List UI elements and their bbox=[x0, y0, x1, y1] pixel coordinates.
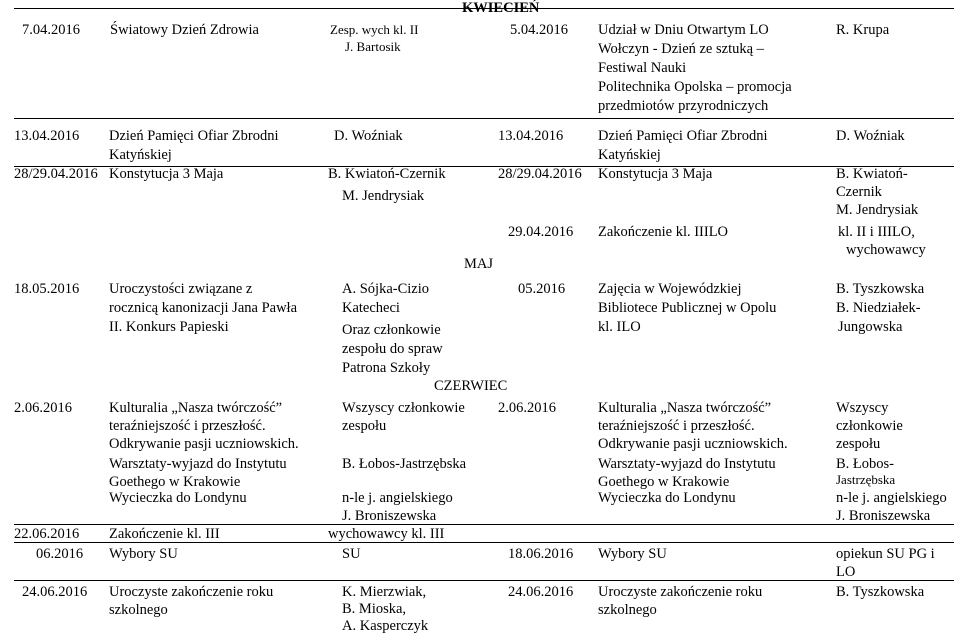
responsible: Wszyscy bbox=[836, 400, 889, 416]
event: Warsztaty-wyjazd do Instytutu bbox=[109, 456, 287, 472]
event: Wybory SU bbox=[598, 546, 667, 562]
event: Zakończenie kl. III bbox=[109, 526, 220, 542]
event: Światowy Dzień Zdrowia bbox=[110, 22, 259, 38]
responsible: M. Jendrysiak bbox=[836, 202, 919, 218]
date: 24.06.2016 bbox=[22, 584, 88, 600]
responsible: zespołu do spraw bbox=[342, 341, 443, 357]
responsible: B. Łobos-Jastrzębska bbox=[342, 456, 467, 472]
event: Uroczyste zakończenie roku bbox=[598, 584, 763, 600]
event: Udział w Dniu Otwartym LO bbox=[598, 22, 769, 38]
event: Katyńskiej bbox=[598, 147, 661, 163]
rule-row-bottom bbox=[14, 580, 954, 581]
date: 24.06.2016 bbox=[508, 584, 574, 600]
event: Warsztaty-wyjazd do Instytutu bbox=[598, 456, 776, 472]
date: 5.04.2016 bbox=[510, 22, 568, 38]
event: Katyńskiej bbox=[109, 147, 172, 163]
event: Wybory SU bbox=[109, 546, 178, 562]
event: Uroczyste zakończenie roku bbox=[109, 584, 274, 600]
event: II. Konkurs Papieski bbox=[109, 319, 229, 335]
responsible: M. Jendrysiak bbox=[342, 188, 425, 204]
responsible: Oraz członkowie bbox=[342, 322, 441, 338]
month-heading-may: MAJ bbox=[464, 256, 494, 272]
responsible: SU bbox=[342, 546, 361, 562]
event: teraźniejszość i przeszłość. bbox=[598, 418, 755, 434]
responsible: B. Kwiatoń-Czernik bbox=[328, 166, 446, 182]
date: 7.04.2016 bbox=[22, 22, 80, 38]
responsible: Czernik bbox=[836, 184, 882, 200]
event: Konstytucja 3 Maja bbox=[598, 166, 713, 182]
responsible: B. Niedziałek- bbox=[836, 300, 921, 316]
responsible: n-le j. angielskiego bbox=[836, 490, 947, 506]
date: 18.05.2016 bbox=[14, 281, 80, 297]
date: 2.06.2016 bbox=[14, 400, 72, 416]
event: kl. ILO bbox=[598, 319, 641, 335]
month-heading-june: CZERWIEC bbox=[434, 378, 508, 394]
event: Odkrywanie pasji uczniowskich. bbox=[109, 436, 299, 452]
month-heading-april: KWIECIEŃ bbox=[462, 0, 540, 16]
event: Wycieczka do Londynu bbox=[109, 490, 247, 506]
responsible: A. Kasperczyk bbox=[342, 618, 429, 634]
date: 13.04.2016 bbox=[14, 128, 80, 144]
date: 13.04.2016 bbox=[498, 128, 564, 144]
event: Politechnika Opolska – promocja bbox=[598, 79, 792, 95]
event: Konstytucja 3 Maja bbox=[109, 166, 224, 182]
event: Kulturalia „Nasza twórczość” bbox=[598, 400, 772, 416]
responsible: LO bbox=[836, 564, 856, 580]
responsible: B. Łobos- bbox=[836, 456, 894, 472]
responsible: J. Broniszewska bbox=[836, 508, 931, 524]
responsible: J. Broniszewska bbox=[342, 508, 437, 524]
event: Festiwal Nauki bbox=[598, 60, 687, 76]
responsible: Wszyscy członkowie bbox=[342, 400, 465, 416]
event: Zajęcia w Wojewódzkiej bbox=[598, 281, 742, 297]
event: przedmiotów przyrodniczych bbox=[598, 98, 769, 114]
responsible: członkowie bbox=[836, 418, 903, 434]
date: 06.2016 bbox=[36, 546, 84, 562]
event: Dzień Pamięci Ofiar Zbrodni bbox=[598, 128, 768, 144]
date: 28/29.04.2016 bbox=[14, 166, 98, 182]
event: Uroczystości związane z bbox=[109, 281, 253, 297]
responsible: opiekun SU PG i bbox=[836, 546, 935, 562]
responsible: Jungowska bbox=[838, 319, 903, 335]
responsible: B. Mioska, bbox=[342, 601, 407, 617]
responsible: zespołu bbox=[836, 436, 881, 452]
rule-row-top bbox=[14, 118, 954, 119]
event: Kulturalia „Nasza twórczość” bbox=[109, 400, 283, 416]
responsible: B. Tyszkowska bbox=[836, 281, 925, 297]
responsible: D. Woźniak bbox=[836, 128, 905, 144]
responsible: R. Krupa bbox=[836, 22, 890, 38]
event: rocznicą kanonizacji Jana Pawła bbox=[109, 300, 298, 316]
event: Dzień Pamięci Ofiar Zbrodni bbox=[109, 128, 279, 144]
event: Goethego w Krakowie bbox=[598, 474, 730, 490]
date: 05.2016 bbox=[518, 281, 566, 297]
responsible: D. Woźniak bbox=[334, 128, 403, 144]
responsible: B. Tyszkowska bbox=[836, 584, 925, 600]
responsible: kl. II i IIILO, bbox=[838, 224, 915, 240]
responsible: K. Mierzwiak, bbox=[342, 584, 427, 600]
event: szkolnego bbox=[109, 602, 168, 618]
responsible: Patrona Szkoły bbox=[342, 360, 431, 376]
responsible: Zesp. wych kl. II bbox=[330, 22, 419, 37]
responsible: wychowawcy bbox=[846, 242, 926, 258]
event: szkolnego bbox=[598, 602, 657, 618]
responsible: n-le j. angielskiego bbox=[342, 490, 453, 506]
responsible: Katecheci bbox=[342, 300, 400, 316]
responsible: J. Bartosik bbox=[345, 39, 401, 54]
event: Odkrywanie pasji uczniowskich. bbox=[598, 436, 788, 452]
date: 22.06.2016 bbox=[14, 526, 80, 542]
event: Wołczyn - Dzień ze sztuką – bbox=[598, 41, 764, 57]
responsible: B. Kwiatoń- bbox=[836, 166, 908, 182]
date: 18.06.2016 bbox=[508, 546, 574, 562]
event: teraźniejszość i przeszłość. bbox=[109, 418, 266, 434]
responsible: wychowawcy kl. III bbox=[328, 526, 445, 542]
event: Bibliotece Publicznej w Opolu bbox=[598, 300, 777, 316]
responsible: Jastrzębska bbox=[836, 472, 896, 487]
responsible: zespołu bbox=[342, 418, 387, 434]
responsible: A. Sójka-Cizio bbox=[342, 281, 429, 297]
event: Zakończenie kl. IIILO bbox=[598, 224, 729, 240]
date: 2.06.2016 bbox=[498, 400, 556, 416]
event: Goethego w Krakowie bbox=[109, 474, 241, 490]
event: Wycieczka do Londynu bbox=[598, 490, 736, 506]
date: 29.04.2016 bbox=[508, 224, 574, 240]
date: 28/29.04.2016 bbox=[498, 166, 582, 182]
